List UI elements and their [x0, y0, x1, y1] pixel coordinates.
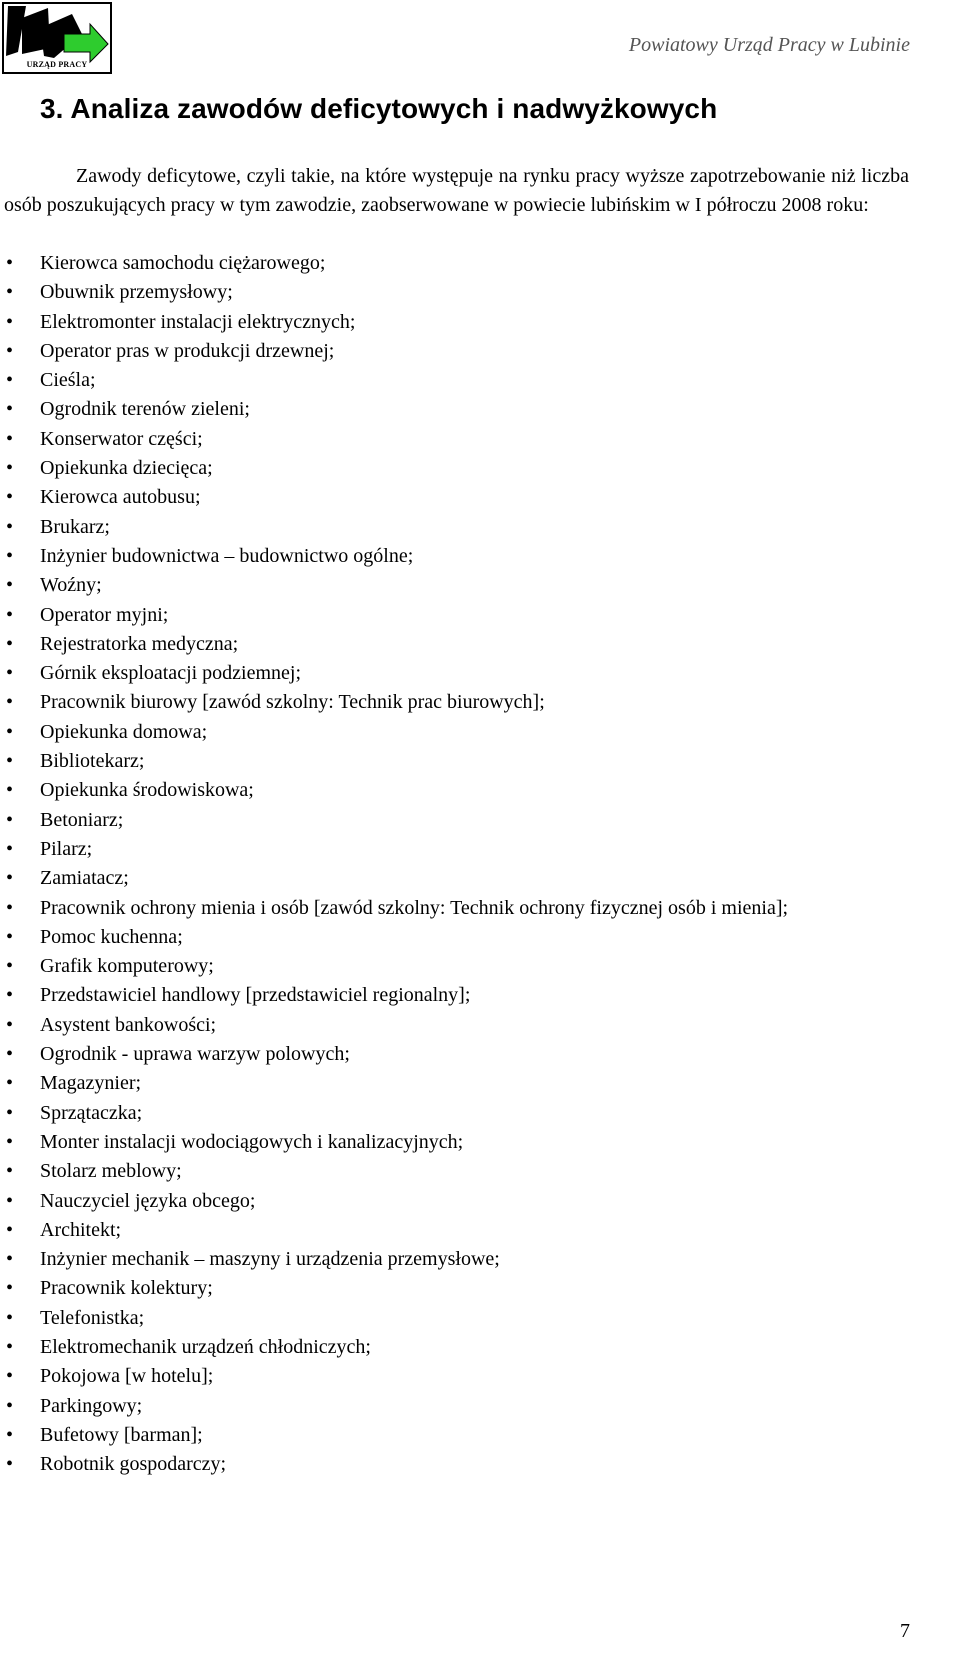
bullet-icon: • — [6, 1130, 14, 1153]
list-item — [0, 1069, 909, 1098]
bullet-icon: • — [6, 1072, 14, 1095]
list-item-text: Opiekunka domowa; — [40, 720, 208, 743]
office-logo — [2, 2, 112, 74]
list-item — [0, 894, 909, 923]
bullet-icon: • — [6, 955, 14, 978]
list-item-text: Inżynier budownictwa – budownictwo ogólne; — [40, 544, 414, 567]
list-item-text: Brukarz; — [40, 515, 110, 538]
bullet-icon: • — [6, 281, 14, 304]
list-item — [0, 1362, 909, 1391]
bullet-icon: • — [6, 867, 14, 890]
list-item — [0, 1392, 909, 1421]
bullet-icon: • — [6, 1248, 14, 1271]
list-item — [0, 425, 909, 454]
bullet-icon: • — [6, 1189, 14, 1212]
list-item — [0, 454, 909, 483]
bullet-icon: • — [6, 1043, 14, 1066]
section-title: 3. Analiza zawodów deficytowych i nadwyżkowych — [40, 93, 718, 124]
list-item — [0, 1333, 909, 1362]
list-item-text: Pracownik kolektury; — [40, 1277, 213, 1300]
bullet-icon: • — [6, 486, 14, 509]
list-item-text: Górnik eksploatacji podziemnej; — [40, 662, 302, 685]
list-item — [0, 1040, 909, 1069]
list-item-text: Opiekunka dziecięca; — [40, 457, 213, 480]
list-item — [0, 1274, 909, 1303]
list-item — [0, 659, 909, 688]
list-item-text: Kierowca samochodu ciężarowego; — [40, 252, 326, 274]
list-item-text: Opiekunka środowiskowa; — [40, 779, 254, 802]
bullet-icon: • — [6, 515, 14, 538]
list-item — [0, 952, 909, 981]
bullet-icon: • — [6, 1277, 14, 1300]
list-item — [0, 1099, 909, 1128]
bullet-icon: • — [6, 310, 14, 333]
list-item-text: Asystent bankowości; — [40, 1013, 217, 1036]
bullet-icon: • — [6, 925, 14, 948]
list-item-text: Bibliotekarz; — [40, 750, 145, 773]
bullet-icon: • — [6, 837, 14, 860]
occupation-list — [0, 249, 909, 1479]
list-item — [0, 1245, 909, 1274]
list-item-text: Elektromechanik urządzeń chłodniczych; — [40, 1335, 371, 1358]
list-item — [0, 483, 909, 512]
list-item-text: Magazynier; — [40, 1072, 142, 1095]
list-item-text: Telefonistka; — [40, 1306, 145, 1329]
list-item — [0, 1304, 909, 1333]
list-item — [0, 278, 909, 307]
office-name: Powiatowy Urząd Pracy w Lubinie — [628, 34, 910, 56]
list-item-text: Grafik komputerowy; — [40, 955, 214, 978]
list-item — [0, 630, 909, 659]
bullet-icon: • — [6, 427, 14, 450]
list-item — [0, 1011, 909, 1040]
list-item — [0, 601, 909, 630]
list-item-text: Pomoc kuchenna; — [40, 925, 183, 948]
bullet-icon: • — [6, 603, 14, 626]
list-item-text: Cieśla; — [40, 369, 96, 392]
list-item — [0, 249, 909, 278]
list-item — [0, 337, 909, 366]
list-item — [0, 571, 909, 600]
list-item — [0, 395, 909, 424]
list-item — [0, 1216, 909, 1245]
list-item — [0, 1157, 909, 1186]
bullet-icon: • — [6, 1365, 14, 1388]
list-item — [0, 1450, 909, 1479]
list-item — [0, 513, 909, 542]
bullet-icon: • — [6, 1160, 14, 1183]
list-item — [0, 308, 909, 337]
list-item-text: Pokojowa [w hotelu]; — [40, 1365, 214, 1388]
list-item-text: Pracownik biurowy [zawód szkolny: Technik prac biurowych]; — [40, 691, 545, 714]
list-item-text: Architekt; — [40, 1218, 122, 1241]
list-item-text: Kierowca autobusu; — [40, 486, 201, 509]
list-item-text: Przedstawiciel handlowy [przedstawiciel regionalny]; — [40, 984, 471, 1007]
bullet-icon: • — [6, 398, 14, 421]
list-item — [0, 542, 909, 571]
bullet-icon: • — [6, 1101, 14, 1124]
bullet-icon: • — [6, 339, 14, 362]
list-item — [0, 688, 909, 717]
list-item — [0, 835, 909, 864]
bullet-icon: • — [6, 1453, 14, 1476]
list-item — [0, 776, 909, 805]
list-item-text: Ogrodnik terenów zieleni; — [40, 398, 250, 421]
bullet-icon: • — [6, 984, 14, 1007]
list-item — [0, 864, 909, 893]
list-item — [0, 1421, 909, 1450]
bullet-icon: • — [6, 720, 14, 743]
bullet-icon: • — [6, 574, 14, 597]
list-item-text: Robotnik gospodarczy; — [40, 1453, 227, 1476]
bullet-icon: • — [6, 252, 14, 274]
bullet-icon: • — [6, 1394, 14, 1417]
list-item-text: Zamiatacz; — [40, 867, 129, 890]
list-item-text: Betoniarz; — [40, 808, 124, 831]
list-item — [0, 981, 909, 1010]
list-item-text: Parkingowy; — [40, 1394, 143, 1417]
bullet-icon: • — [6, 369, 14, 392]
list-item-text: Rejestratorka medyczna; — [40, 632, 239, 655]
bullet-icon: • — [6, 1013, 14, 1036]
bullet-icon: • — [6, 662, 14, 685]
list-item-text: Stolarz meblowy; — [40, 1160, 182, 1183]
list-item-text: Elektromonter instalacji elektrycznych; — [40, 310, 356, 333]
bullet-icon: • — [6, 544, 14, 567]
list-item-text: Pilarz; — [40, 837, 93, 860]
list-item-text: Operator myjni; — [40, 603, 169, 626]
list-item-text: Sprzątaczka; — [40, 1101, 143, 1124]
list-item-text: Konserwator części; — [40, 427, 203, 450]
bullet-icon: • — [6, 457, 14, 480]
bullet-icon: • — [6, 632, 14, 655]
list-item — [0, 718, 909, 747]
list-item — [0, 806, 909, 835]
intro-paragraph: Zawody deficytowe, czyli takie, na które występuje na rynku pracy wyższe zapotrzebowanie niż liczba osób poszukujących pracy w tym zawodzie, zaobserwowane w powiecie lubińskim w I półroczu 2008 roku: — [4, 165, 909, 216]
list-item-text: Nauczyciel języka obcego; — [40, 1189, 256, 1212]
bullet-icon: • — [6, 808, 14, 831]
page-number: 7 — [900, 1620, 910, 1642]
list-item — [0, 747, 909, 776]
list-item-text: Monter instalacji wodociągowych i kanalizacyjnych; — [40, 1130, 464, 1153]
list-item-text: Ogrodnik - uprawa warzyw polowych; — [40, 1043, 350, 1066]
list-item-text: Pracownik ochrony mienia i osób [zawód szkolny: Technik ochrony fizycznej osób i mienia]; — [40, 896, 789, 919]
list-item-text: Obuwnik przemysłowy; — [40, 281, 233, 304]
bullet-icon: • — [6, 1218, 14, 1241]
list-item-text: Woźny; — [40, 574, 102, 597]
list-item — [0, 1128, 909, 1157]
list-item — [0, 1187, 909, 1216]
list-item-text: Operator pras w produkcji drzewnej; — [40, 339, 335, 362]
bullet-icon: • — [6, 1423, 14, 1446]
list-item-text: Bufetowy [barman]; — [40, 1423, 203, 1446]
list-item — [0, 366, 909, 395]
list-item — [0, 923, 909, 952]
bullet-icon: • — [6, 750, 14, 773]
bullet-icon: • — [6, 779, 14, 802]
bullet-icon: • — [6, 1306, 14, 1329]
bullet-icon: • — [6, 1335, 14, 1358]
bullet-icon: • — [6, 896, 14, 919]
list-item-text: Inżynier mechanik – maszyny i urządzenia przemysłowe; — [40, 1248, 500, 1271]
bullet-icon: • — [6, 691, 14, 714]
logo-text: URZĄD PRACY — [26, 60, 88, 69]
